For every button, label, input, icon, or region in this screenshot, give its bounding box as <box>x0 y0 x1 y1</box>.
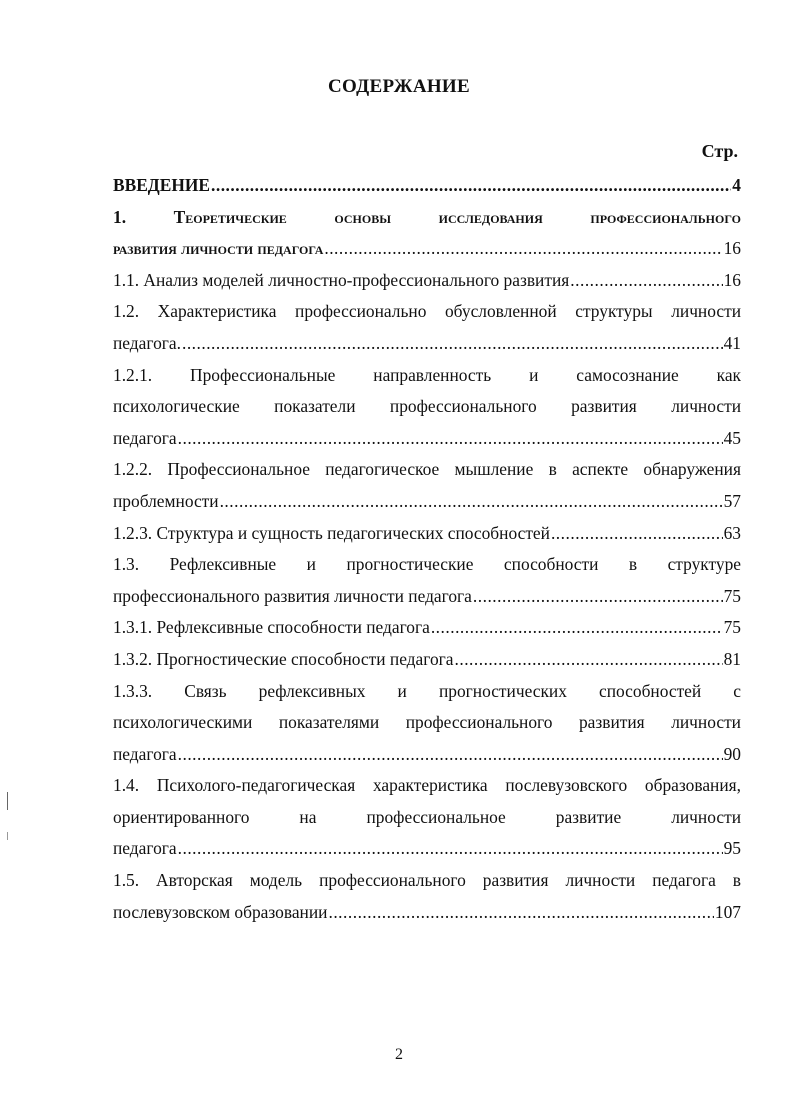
toc-entry-title: педагога <box>113 743 177 764</box>
toc-entry-title: послевузовском образовании <box>113 901 328 922</box>
toc-page-number: 63 <box>723 522 741 543</box>
leader-dots <box>178 739 723 771</box>
toc-entry-title: проблемности <box>113 490 219 511</box>
toc-entry-line: 1.3.3. Связь рефлексивных и прогностических способностей с <box>113 680 741 701</box>
leader-dots <box>328 897 713 929</box>
leader-dots <box>182 328 723 360</box>
toc-entry-title: педагога <box>113 838 177 859</box>
toc-page-number: 16 <box>723 269 741 290</box>
toc-entry-line: психологическими показателями профессионального развития личности <box>113 712 741 733</box>
toc-page-number: 57 <box>723 490 741 511</box>
toc-page-number: 45 <box>723 427 741 448</box>
toc-entry-1-5[interactable] <box>113 865 741 928</box>
scan-margin-mark <box>7 832 8 840</box>
toc-entry-1-2-3[interactable] <box>113 518 741 550</box>
toc-entry-1-3[interactable] <box>113 549 741 612</box>
toc-entry-1-2[interactable] <box>113 296 741 359</box>
toc-entry-line: 1.3. Рефлексивные и прогностические способности в структуре <box>113 554 741 575</box>
toc-entry-line: 1.2. Характеристика профессионально обусловленной структуры личности <box>113 301 741 322</box>
toc-page-number: 90 <box>723 743 741 764</box>
toc-entry-1-2-2[interactable] <box>113 454 741 517</box>
toc-entry-title: педагога. <box>113 332 181 353</box>
toc-page-number: 107 <box>714 901 741 922</box>
toc-entry-1-1[interactable] <box>113 265 741 297</box>
toc-entry-title: педагога <box>113 427 177 448</box>
leader-dots <box>324 233 722 265</box>
toc-entry-line: ориентированного на профессиональное развитие личности <box>113 806 741 827</box>
toc-page-number: 95 <box>723 838 741 859</box>
toc-page-number: 75 <box>723 617 741 638</box>
toc-entry-1-3-2[interactable] <box>113 644 741 676</box>
toc-entry-title: 1.3.1. Рефлексивные способности педагога <box>113 617 430 638</box>
toc-page-number: 41 <box>723 332 741 353</box>
toc-entry-title: ВВЕДЕНИЕ <box>113 175 211 195</box>
leader-dots <box>570 265 722 297</box>
toc-entry-line: 1.5. Авторская модель профессионального развития личности педагога в <box>113 870 741 891</box>
toc-entry-title: 1.3.2. Прогностические способности педагога <box>113 648 454 669</box>
page-title: СОДЕРЖАНИЕ <box>328 76 470 97</box>
toc-entry-line: 1.4. Психолого-педагогическая характеристика послевузовского образования, <box>113 775 741 796</box>
toc-entry-title: 1.2.3. Структура и сущность педагогических способностей <box>113 522 550 543</box>
toc-entry-introduction[interactable] <box>113 170 741 202</box>
toc-page-number: 16 <box>723 238 741 259</box>
table-of-contents <box>113 170 741 928</box>
toc-entry-line: 1.2.1. Профессиональные направленность и самосознание как <box>113 364 741 385</box>
toc-page-number: 4 <box>732 175 741 195</box>
toc-entry-1-3-1[interactable] <box>113 612 741 644</box>
toc-entry-title: профессионального развития личности педагога <box>113 585 472 606</box>
toc-entry-1-4[interactable] <box>113 770 741 865</box>
leader-dots <box>551 518 723 550</box>
toc-entry-1-2-1[interactable] <box>113 360 741 455</box>
page-number: 2 <box>395 1046 403 1063</box>
toc-entry-title: 1.1. Анализ моделей личностно-профессионального развития <box>113 269 570 290</box>
leader-dots <box>431 612 723 644</box>
leader-dots <box>455 644 723 676</box>
toc-entry-line: психологические показатели профессионального развития личности <box>113 396 741 417</box>
leader-dots <box>178 423 723 455</box>
leader-dots <box>220 486 723 518</box>
toc-entry-1-3-3[interactable] <box>113 676 741 771</box>
toc-page-number: 75 <box>723 585 741 606</box>
scan-margin-mark <box>7 792 8 810</box>
toc-entry-line: 1.2.2. Профессиональное педагогическое мышление в аспекте обнаружения <box>113 459 741 480</box>
toc-entry-title: развития личности педагога <box>113 238 324 259</box>
leader-dots <box>211 170 731 202</box>
leader-dots <box>473 581 723 613</box>
toc-entry-chapter-1[interactable] <box>113 202 741 265</box>
leader-dots <box>178 833 723 865</box>
toc-entry-line: 1. Теоретические основы исследования профессионального <box>113 206 741 227</box>
page-column-label: Стр. <box>701 141 738 161</box>
toc-page-number: 81 <box>723 648 741 669</box>
